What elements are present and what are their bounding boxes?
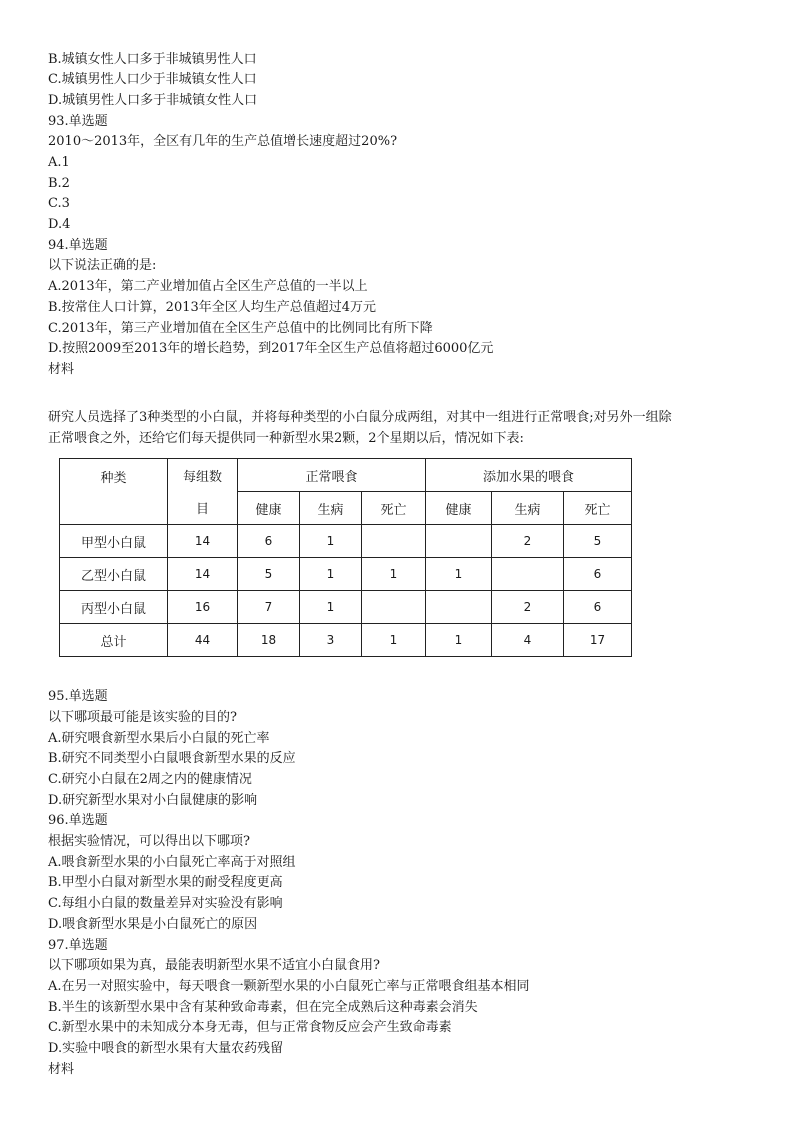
- q94-option-a[interactable]: A.2013年，第二产业增加值占全区生产总值的一半以上: [48, 279, 368, 294]
- q96-option-d[interactable]: D.喂食新型水果是小白鼠死亡的原因: [48, 917, 258, 932]
- table-cell: 6: [238, 525, 300, 558]
- q97-option-c[interactable]: C.新型水果中的未知成分本身无毒，但与正常食物反应会产生致命毒素: [48, 1020, 452, 1035]
- row-name: 乙型小白鼠: [60, 558, 168, 591]
- row-name: 甲型小白鼠: [60, 525, 168, 558]
- table-cell: 1: [426, 624, 492, 657]
- q95-option-d[interactable]: D.研究新型水果对小白鼠健康的影响: [48, 793, 258, 808]
- q92-option-b[interactable]: B.城镇女性人口多于非城镇男性人口: [48, 52, 257, 67]
- table-row-total: [60, 624, 632, 657]
- q95-option-a[interactable]: A.研究喂食新型水果后小白鼠的死亡率: [48, 731, 270, 746]
- table-cell: 18: [238, 624, 300, 657]
- row-name: 丙型小白鼠: [60, 591, 168, 624]
- material-text-line: 研究人员选择了3种类型的小白鼠，并将每种类型的小白鼠分成两组，对其中一组进行正常喂食;对另外一组除: [48, 410, 672, 425]
- q92-option-d[interactable]: D.城镇男性人口多于非城镇女性人口: [48, 93, 258, 108]
- table-cell: 4: [492, 624, 564, 657]
- table-cell: 1: [300, 525, 362, 558]
- header-sub-col: 死亡: [564, 492, 632, 525]
- header-sub-col: 健康: [426, 492, 492, 525]
- table-cell: [426, 525, 492, 558]
- header-group-fruit: 添加水果的喂食: [426, 459, 632, 492]
- table-cell: 1: [362, 624, 426, 657]
- q97-option-d[interactable]: D.实验中喂食的新型水果有大量农药残留: [48, 1041, 284, 1056]
- header-count: 每组数: [168, 459, 238, 492]
- experiment-table: [59, 458, 632, 657]
- q93-header: 93.单选题: [48, 114, 108, 129]
- header-count-cont: 目: [168, 492, 238, 525]
- q97-option-a[interactable]: A.在另一对照实验中，每天喂食一颗新型水果的小白鼠死亡率与正常喂食组基本相同: [48, 979, 530, 994]
- header-type: 种类: [60, 459, 168, 525]
- material-text-line: 正常喂食之外，还给它们每天提供同一种新型水果2颗，2个星期以后，情况如下表:: [48, 431, 524, 446]
- q97-stem: 以下哪项如果为真，最能表明新型水果不适宜小白鼠食用?: [48, 958, 380, 973]
- table-cell: 2: [492, 591, 564, 624]
- table-row: [60, 558, 632, 591]
- table-cell: 1: [426, 558, 492, 591]
- table-cell: 7: [238, 591, 300, 624]
- row-count: 14: [168, 525, 238, 558]
- q96-option-a[interactable]: A.喂食新型水果的小白鼠死亡率高于对照组: [48, 855, 296, 870]
- table-cell: 1: [300, 591, 362, 624]
- material-label: 材料: [48, 1062, 75, 1077]
- q94-option-c[interactable]: C.2013年，第三产业增加值在全区生产总值中的比例同比有所下降: [48, 321, 433, 336]
- material-label: 材料: [48, 362, 75, 377]
- q94-option-b[interactable]: B.按常住人口计算，2013年全区人均生产总值超过4万元: [48, 300, 377, 315]
- q96-option-b[interactable]: B.甲型小白鼠对新型水果的耐受程度更高: [48, 875, 283, 890]
- table-cell: 17: [564, 624, 632, 657]
- q94-header: 94.单选题: [48, 238, 108, 253]
- header-group-normal: 正常喂食: [238, 459, 426, 492]
- table-cell: 1: [300, 558, 362, 591]
- q95-option-c[interactable]: C.研究小白鼠在2周之内的健康情况: [48, 772, 252, 787]
- q93-option-d[interactable]: D.4: [48, 217, 71, 232]
- q96-stem: 根据实验情况，可以得出以下哪项?: [48, 834, 250, 849]
- q96-header: 96.单选题: [48, 813, 108, 828]
- table-cell: [362, 591, 426, 624]
- header-sub-col: 生病: [300, 492, 362, 525]
- q97-option-b[interactable]: B.半生的该新型水果中含有某种致命毒素，但在完全成熟后这种毒素会消失: [48, 1000, 478, 1015]
- header-sub-col: 死亡: [362, 492, 426, 525]
- table-row: [60, 525, 632, 558]
- q93-option-a[interactable]: A.1: [48, 155, 70, 170]
- q94-option-d[interactable]: D.按照2009至2013年的增长趋势，到2017年全区生产总值将超过6000亿元: [48, 341, 494, 356]
- q94-stem: 以下说法正确的是:: [48, 258, 157, 273]
- table-cell: 2: [492, 525, 564, 558]
- row-count: 44: [168, 624, 238, 657]
- row-count: 16: [168, 591, 238, 624]
- table-cell: 1: [362, 558, 426, 591]
- header-sub-col: 健康: [238, 492, 300, 525]
- table-cell: 5: [238, 558, 300, 591]
- table-row: [60, 591, 632, 624]
- q95-option-b[interactable]: B.研究不同类型小白鼠喂食新型水果的反应: [48, 751, 296, 766]
- row-name: 总计: [60, 624, 168, 657]
- table-cell: 5: [564, 525, 632, 558]
- q92-option-c[interactable]: C.城镇男性人口少于非城镇女性人口: [48, 72, 257, 87]
- table-cell: [492, 558, 564, 591]
- table-cell: 6: [564, 591, 632, 624]
- row-count: 14: [168, 558, 238, 591]
- table-cell: 3: [300, 624, 362, 657]
- header-sub-col: 生病: [492, 492, 564, 525]
- q93-option-b[interactable]: B.2: [48, 176, 70, 191]
- q95-stem: 以下哪项最可能是该实验的目的?: [48, 710, 237, 725]
- q97-header: 97.单选题: [48, 938, 108, 953]
- table-cell: [426, 591, 492, 624]
- table-cell: [362, 525, 426, 558]
- q93-option-c[interactable]: C.3: [48, 196, 70, 211]
- q93-stem: 2010～2013年，全区有几年的生产总值增长速度超过20%?: [48, 134, 398, 149]
- q96-option-c[interactable]: C.每组小白鼠的数量差异对实验没有影响: [48, 896, 283, 911]
- table-cell: 6: [564, 558, 632, 591]
- q95-header: 95.单选题: [48, 689, 108, 704]
